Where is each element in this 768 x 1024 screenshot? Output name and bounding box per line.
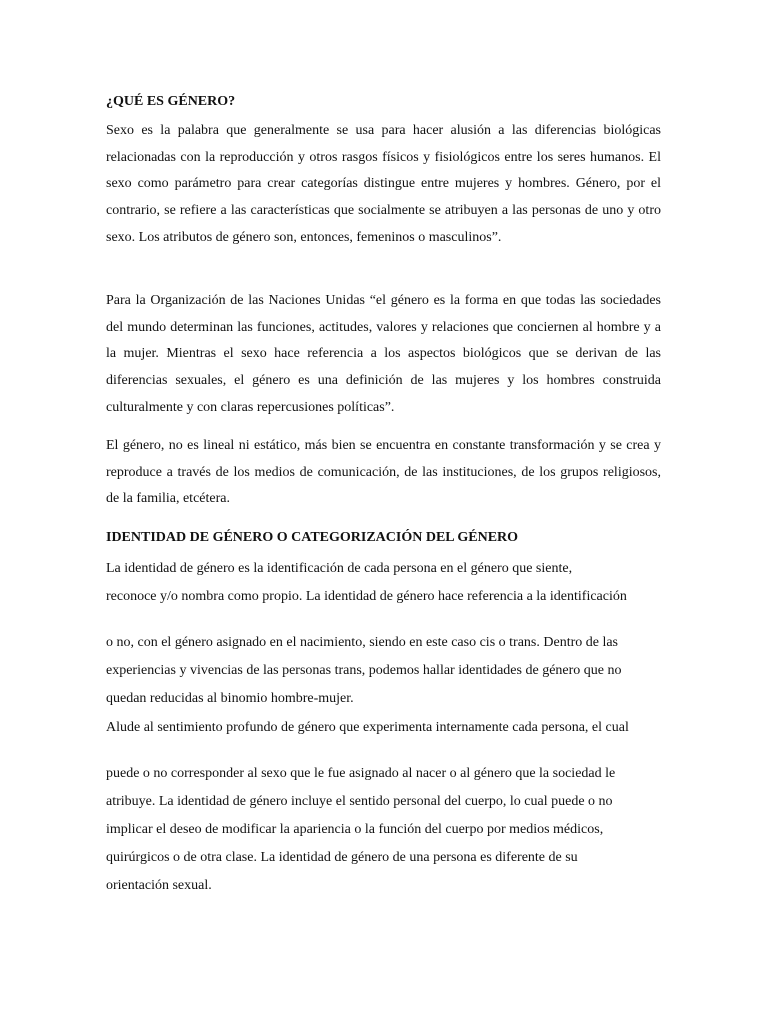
paragraph-genero-transformacion: El género, no es lineal ni estático, más bien se encuentra en constante transformación y se crea y reproduce a través de los medios de comunicación, de las instituciones, de los grupos religiosos, de la familia, etcétera.: [106, 438, 661, 507]
section-title-identidad-de-genero: IDENTIDAD DE GÉNERO O CATEGORIZACIÓN DEL GÉNERO: [106, 530, 519, 545]
text-line: La identidad de género es la identificación de cada persona en el género que siente,: [106, 561, 573, 576]
text-line: quedan reducidas al binomio hombre-mujer.: [106, 691, 354, 706]
text-line: implicar el deseo de modificar la apariencia o la función del cuerpo por medios médicos,: [106, 822, 604, 837]
text-line: orientación sexual.: [106, 878, 212, 893]
text-line: quirúrgicos o de otra clase. La identidad de género de una persona es diferente de su: [106, 850, 578, 865]
text-line: atribuye. La identidad de género incluye el sentido personal del cuerpo, lo cual puede o no: [106, 794, 613, 809]
section-title-que-es-genero: ¿QUÉ ES GÉNERO?: [106, 94, 236, 109]
text-line: o no, con el género asignado en el nacimiento, siendo en este caso cis o trans. Dentro de las: [106, 635, 619, 650]
text-line: Alude al sentimiento profundo de género que experimenta internamente cada persona, el cual: [106, 720, 629, 735]
text-line: experiencias y vivencias de las personas trans, podemos hallar identidades de género que no: [106, 663, 622, 678]
paragraph-onu-definicion: Para la Organización de las Naciones Unidas “el género es la forma en que todas las sociedades del mundo determinan las funciones, actitudes, valores y relaciones que conciernen al hombre y a la mujer. Mientras el sexo hace referencia a los aspectos biológicos que se derivan de las diferencias sexuales, el género es una definición de las mujeres y los hombres construida culturalmente y con claras repercusiones políticas”.: [106, 293, 661, 415]
paragraph-sexo-definicion: Sexo es la palabra que generalmente se usa para hacer alusión a las diferencias biológicas relacionadas con la reproducción y otros rasgos físicos y fisiológicos entre los seres humanos. El sexo como parámetro para crear categorías distingue entre mujeres y hombres. Género, por el contrario, se refiere a las características que socialmente se atribuyen a las personas de uno y otro sexo. Los atributos de género son, entonces, femeninos o masculinos”.: [106, 123, 661, 245]
text-line: puede o no corresponder al sexo que le fue asignado al nacer o al género que la sociedad le: [106, 766, 616, 781]
text-line: reconoce y/o nombra como propio. La identidad de género hace referencia a la identificación: [106, 589, 627, 604]
